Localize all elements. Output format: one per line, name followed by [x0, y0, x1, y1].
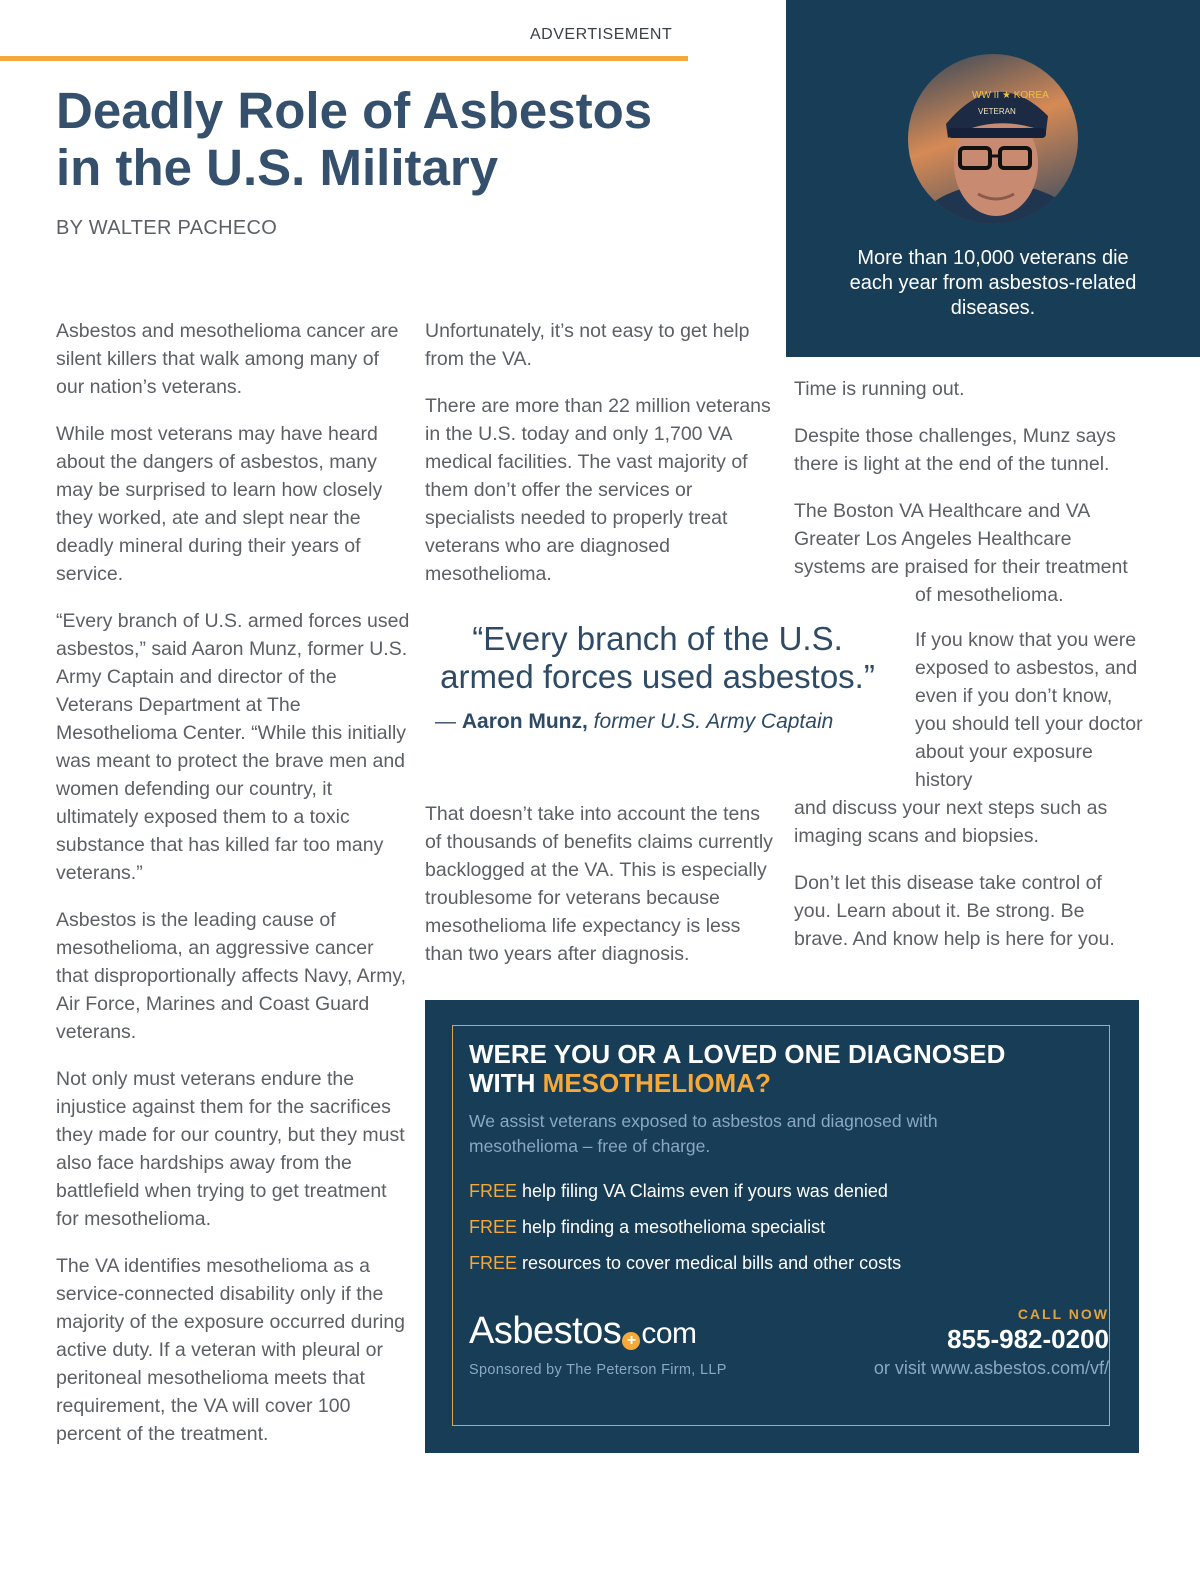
article-column-2-bottom [425, 800, 780, 987]
col3-paragraph-main: The Boston VA Healthcare and VA Greater Los Angeles Healthcare systems are praised for their treatment [794, 500, 1128, 578]
article-column-3-top [794, 375, 1144, 628]
col1-paragraph: The VA identifies mesothelioma as a service-connected disability only if the majority of the exposure occurred during active duty. If a veteran with pleural or peritoneal mesothelioma meets that requirement, the VA will cover 100 percent of the treatment. [56, 1255, 406, 1445]
benefit-item [469, 1216, 901, 1238]
phone-number[interactable]: 855-982-0200 [947, 1324, 1109, 1354]
pull-quote-name: Aaron Munz, [461, 710, 588, 733]
article-column-1 [56, 317, 411, 1467]
promo-subtext: We assist veterans exposed to asbestos and diagnosed with mesothelioma – free of charge. [469, 1111, 938, 1156]
col3-paragraph-tail: of mesothelioma. [915, 584, 1064, 606]
brand-tld: com [641, 1317, 697, 1350]
benefit-item [469, 1180, 901, 1202]
article-column-2-top [425, 317, 780, 607]
call-now-label: CALL NOW [1017, 1306, 1109, 1322]
pull-quote-role: former U.S. Army Captain [587, 710, 834, 733]
article-column-3-bottom [794, 794, 1144, 972]
pull-quote [425, 620, 890, 734]
benefit-free-tag: FREE [469, 1253, 518, 1273]
veteran-portrait-photo [908, 54, 1078, 224]
ad-divider [0, 56, 688, 61]
benefit-free-tag: FREE [469, 1217, 518, 1237]
benefit-text: help finding a mesothelioma specialist [517, 1217, 826, 1237]
col1-paragraph: “Every branch of U.S. armed forces used asbestos,” said Aaron Munz, former U.S. Army Captain and director of the Veterans Department at The Mesothelioma Center. “While this initially was meant to protect the brave men and women defending our country, it ultimately exposed them to a toxic substance that has killed far too many veterans.” [56, 610, 410, 884]
benefit-text: resources to cover medical bills and other costs [517, 1253, 902, 1273]
promo-headline-text: WERE YOU OR A LOVED ONE DIAGNOSED WITH [469, 1039, 1006, 1098]
hero-caption: More than 10,000 veterans die each year from asbestos-related diseases. [849, 247, 1137, 319]
promo-headline-highlight: MESOTHELIOMA? [542, 1068, 771, 1098]
article-column-3-wrap [915, 626, 1145, 794]
sponsor-line: Sponsored by The Peterson Firm, LLP [469, 1362, 727, 1378]
benefit-text: help filing VA Claims even if yours was denied [517, 1181, 888, 1201]
col2-paragraph: There are more than 22 million veterans in the U.S. today and only 1,700 VA medical facilities. The vast majority of them don’t offer the services or specialists needed to properly treat veterans who are diagnosed mesothelioma. [425, 395, 771, 585]
col3-paragraph: Despite those challenges, Munz says there is light at the end of the tunnel. [794, 425, 1116, 475]
hero-panel [786, 0, 1200, 357]
ad-label: ADVERTISEMENT [530, 26, 673, 43]
svg-text:WW II ★ KOREA: WW II ★ KOREA [972, 90, 1049, 101]
col2-paragraph: Unfortunately, it’s not easy to get help from the VA. [425, 320, 750, 370]
article-title: Deadly Role of Asbestos in the U.S. Military [56, 82, 653, 196]
promo-headline [469, 1040, 1049, 1098]
veteran-portrait-icon [908, 54, 1078, 224]
brand-name: Asbestos [469, 1310, 622, 1352]
pull-quote-dash: — [435, 710, 462, 733]
article-byline: BY WALTER PACHECO [56, 217, 278, 239]
visit-link[interactable]: or visit www.asbestos.com/vf/ [873, 1358, 1109, 1378]
col3-paragraph-narrow: If you know that you were exposed to asbestos, and even if you don’t know, you should tell your doctor about your exposure history [915, 629, 1143, 791]
col2-paragraph: That doesn’t take into account the tens of thousands of benefits claims currently backlogged at the VA. This is especially troublesome for veterans because mesothelioma life expectancy is less than two years after diagnosis. [425, 803, 773, 965]
benefits-list [469, 1180, 901, 1288]
col1-paragraph: While most veterans may have heard about the dangers of asbestos, many may be surprised to learn how closely they worked, ate and slept near the deadly mineral during their years of service. [56, 423, 383, 585]
benefit-free-tag: FREE [469, 1181, 518, 1201]
svg-text:VETERAN: VETERAN [978, 107, 1016, 116]
benefit-item [469, 1252, 901, 1274]
col1-paragraph: Asbestos and mesothelioma cancer are silent killers that walk among many of our nation’s veterans. [56, 320, 399, 398]
col3-paragraph-wide: and discuss your next steps such as imaging scans and biopsies. [794, 797, 1108, 847]
col1-paragraph: Not only must veterans endure the injustice against them for the sacrifices they made for our country, but they must also face hardships away from the battlefield when trying to get treatment for mesothelioma. [56, 1068, 405, 1230]
col3-paragraph: Don’t let this disease take control of you. Learn about it. Be strong. Be brave. And know help is here for you. [794, 872, 1115, 950]
promo-box [425, 1000, 1139, 1453]
col3-paragraph: Time is running out. [794, 378, 965, 400]
pull-quote-text: “Every branch of the U.S. armed forces used asbestos.” [440, 620, 875, 695]
brand-logo[interactable] [469, 1310, 697, 1353]
pull-quote-attribution [435, 710, 890, 734]
col1-paragraph: Asbestos is the leading cause of mesothelioma, an aggressive cancer that disproportionally affects Navy, Army, Air Force, Marines and Coast Guard veterans. [56, 909, 407, 1043]
brand-plus-icon: + [622, 1332, 640, 1350]
col3-paragraph [794, 497, 1144, 581]
